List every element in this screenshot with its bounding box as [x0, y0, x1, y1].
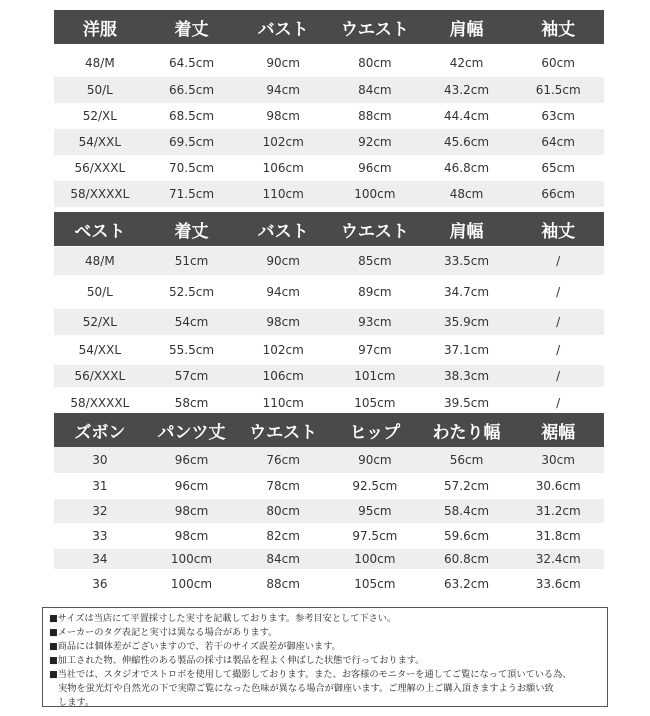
header-cell: 洋服	[82, 19, 117, 40]
table-row	[54, 335, 604, 365]
header-cell: 袖丈	[541, 221, 576, 242]
table-cell: 31.2cm	[535, 504, 581, 518]
table-header	[54, 413, 604, 447]
table-cell: 96cm	[358, 161, 392, 175]
table-cell: /	[556, 315, 561, 329]
table-cell: 98cm	[266, 109, 300, 123]
header-cell: ヒップ	[349, 422, 401, 443]
table-cell: 100cm	[170, 577, 213, 591]
table-cell: 100cm	[354, 187, 396, 201]
table-cell: 92cm	[358, 135, 392, 149]
table-row	[54, 181, 604, 207]
table-cell: 65cm	[541, 161, 575, 175]
table-cell: 54/XXL	[78, 343, 122, 357]
table-row	[54, 309, 604, 335]
table-cell: 71.5cm	[169, 187, 215, 201]
table-cell: 58.4cm	[444, 504, 490, 518]
table-cell: 55.5cm	[169, 343, 215, 357]
note-line: 実物を蛍光灯や自然光の下で実際ご覧になった色味が異なる場合が御座います。ご理解の上ご購入頂きますようお願い致	[49, 683, 554, 694]
table-cell: 58/XXXXL	[70, 187, 130, 201]
table-cell: 56/XXXL	[74, 369, 126, 383]
table-cell: 84cm	[266, 552, 300, 566]
table-cell: 92.5cm	[352, 479, 398, 493]
table-cell: 50/L	[86, 83, 113, 97]
table-row	[54, 499, 604, 523]
table-cell: 43.2cm	[444, 83, 490, 97]
table-row	[54, 247, 604, 275]
table-cell: 58cm	[174, 396, 209, 410]
table-cell: 90cm	[266, 56, 300, 70]
table-cell: 106cm	[262, 161, 304, 175]
table-cell: 46.8cm	[444, 161, 490, 175]
table-row	[54, 77, 604, 103]
table-cell: 100cm	[354, 552, 396, 566]
table-cell: 52.5cm	[169, 285, 215, 299]
header-cell: 袖丈	[541, 19, 576, 40]
table-cell: 57cm	[174, 369, 209, 383]
table-row	[54, 473, 604, 499]
table-cell: 48cm	[449, 187, 484, 201]
table-cell: 96cm	[174, 479, 209, 493]
header-cell: 着丈	[174, 221, 209, 242]
table-cell: 31.8cm	[535, 529, 581, 543]
note-line: ■メーカーのタグ表記と実寸は異なる場合があります。	[49, 627, 278, 638]
table-cell: 39.5cm	[444, 396, 490, 410]
header-cell: 着丈	[174, 19, 209, 40]
table-cell: 38.3cm	[444, 369, 490, 383]
table-row	[54, 569, 604, 599]
table-cell: 36	[92, 577, 108, 591]
table-cell: 34	[92, 552, 108, 566]
table-cell: 60cm	[541, 56, 575, 70]
note-line: します。	[49, 697, 95, 708]
table-cell: 33	[92, 529, 108, 543]
table-cell: 35.9cm	[444, 315, 490, 329]
table-row	[54, 129, 604, 155]
table-cell: 98cm	[174, 529, 209, 543]
table-cell: 33.5cm	[444, 254, 490, 268]
table-cell: 102cm	[262, 343, 304, 357]
table-cell: 85cm	[358, 254, 392, 268]
table-cell: 48/M	[85, 56, 115, 70]
table-cell: 82cm	[266, 529, 300, 543]
table-cell: 105cm	[354, 577, 396, 591]
table-cell: 37.1cm	[444, 343, 490, 357]
table-header	[54, 10, 604, 44]
table-cell: 93cm	[358, 315, 392, 329]
table-row	[54, 447, 604, 473]
table-cell: /	[556, 396, 561, 410]
table-cell: 89cm	[358, 285, 392, 299]
table-cell: 98cm	[266, 315, 300, 329]
table-cell: /	[556, 254, 561, 268]
table-cell: 56/XXXL	[74, 161, 126, 175]
table-row	[54, 103, 604, 129]
table-cell: /	[556, 343, 561, 357]
table-cell: 32	[92, 504, 108, 518]
size-table-pants	[54, 413, 604, 599]
table-row	[54, 155, 604, 181]
table-cell: 30	[92, 453, 108, 467]
table-row	[54, 549, 604, 569]
header-cell: ウエスト	[249, 422, 318, 443]
table-cell: 61.5cm	[535, 83, 581, 97]
table-cell: 66.5cm	[169, 83, 215, 97]
table-cell: 76cm	[266, 453, 300, 467]
table-cell: 32.4cm	[535, 552, 581, 566]
table-cell: 106cm	[262, 369, 304, 383]
table-cell: 30cm	[541, 453, 575, 467]
table-cell: 80cm	[358, 56, 392, 70]
header-cell: わたり幅	[432, 422, 501, 443]
table-cell: 54cm	[174, 315, 209, 329]
table-cell: 110cm	[262, 187, 304, 201]
note-line: ■当社では、スタジオでストロボを使用して撮影しております。また、お客様のモニターを通してご覧になって頂いている為、	[49, 669, 572, 680]
notes-box	[42, 607, 608, 707]
table-cell: 31	[92, 479, 108, 493]
table-cell: 100cm	[170, 552, 213, 566]
table-row	[54, 49, 604, 77]
table-cell: 52/XL	[82, 109, 117, 123]
table-cell: 97.5cm	[352, 529, 398, 543]
table-cell: 48/M	[85, 254, 115, 268]
table-cell: 70.5cm	[169, 161, 215, 175]
header-cell: 肩幅	[449, 221, 484, 242]
table-cell: 33.6cm	[535, 577, 581, 591]
table-cell: 66cm	[541, 187, 575, 201]
table-cell: 78cm	[266, 479, 300, 493]
table-cell: 80cm	[266, 504, 300, 518]
table-cell: 45.6cm	[444, 135, 490, 149]
table-cell: 64cm	[541, 135, 575, 149]
table-cell: 68.5cm	[169, 109, 215, 123]
table-cell: 63.2cm	[444, 577, 490, 591]
table-row	[54, 365, 604, 387]
table-cell: 88cm	[358, 109, 392, 123]
header-cell: ウエスト	[340, 19, 409, 40]
table-cell: 59.6cm	[444, 529, 490, 543]
table-cell: 84cm	[358, 83, 392, 97]
table-cell: 90cm	[358, 453, 392, 467]
table-cell: 98cm	[174, 504, 209, 518]
size-table-clothes	[54, 10, 604, 207]
table-cell: 64.5cm	[169, 56, 215, 70]
header-cell: バスト	[257, 19, 309, 40]
table-cell: 94cm	[266, 83, 300, 97]
table-cell: 44.4cm	[444, 109, 490, 123]
note-line: ■加工された物、伸縮性のある製品の採寸は製品を程よく伸ばした状態で行っております。	[49, 655, 425, 666]
header-cell: ズボン	[74, 422, 126, 443]
table-cell: /	[556, 285, 561, 299]
header-cell: バスト	[257, 221, 309, 242]
table-cell: 34.7cm	[444, 285, 490, 299]
table-cell: 95cm	[358, 504, 392, 518]
table-cell: 51cm	[174, 254, 209, 268]
table-cell: 52/XL	[82, 315, 117, 329]
table-cell: 88cm	[266, 577, 300, 591]
size-table-vest	[54, 212, 604, 419]
table-cell: 97cm	[358, 343, 392, 357]
table-cell: /	[556, 369, 561, 383]
table-cell: 101cm	[354, 369, 396, 383]
note-line: ■サイズは当店にて平置採寸した実寸を記載しております。参考目安として下さい。	[49, 613, 397, 624]
table-cell: 42cm	[449, 56, 484, 70]
table-row	[54, 275, 604, 309]
table-cell: 94cm	[266, 285, 300, 299]
table-cell: 96cm	[174, 453, 209, 467]
table-row	[54, 523, 604, 549]
table-cell: 54/XXL	[78, 135, 122, 149]
table-cell: 56cm	[449, 453, 484, 467]
header-cell: ウエスト	[340, 221, 409, 242]
table-cell: 30.6cm	[535, 479, 581, 493]
table-cell: 105cm	[354, 396, 396, 410]
header-cell: パンツ丈	[157, 422, 226, 443]
table-cell: 69.5cm	[169, 135, 215, 149]
table-header	[54, 212, 604, 246]
header-cell: ベスト	[74, 221, 126, 242]
table-cell: 90cm	[266, 254, 300, 268]
table-cell: 58/XXXXL	[70, 396, 130, 410]
table-cell: 60.8cm	[444, 552, 490, 566]
table-cell: 110cm	[262, 396, 304, 410]
header-cell: 肩幅	[449, 19, 484, 40]
table-cell: 57.2cm	[444, 479, 490, 493]
header-cell: 裾幅	[541, 422, 576, 443]
table-cell: 50/L	[86, 285, 113, 299]
table-cell: 63cm	[541, 109, 575, 123]
note-line: ■商品には個体差がございますので、若干のサイズ誤差が御座います。	[49, 641, 341, 652]
table-cell: 102cm	[262, 135, 304, 149]
